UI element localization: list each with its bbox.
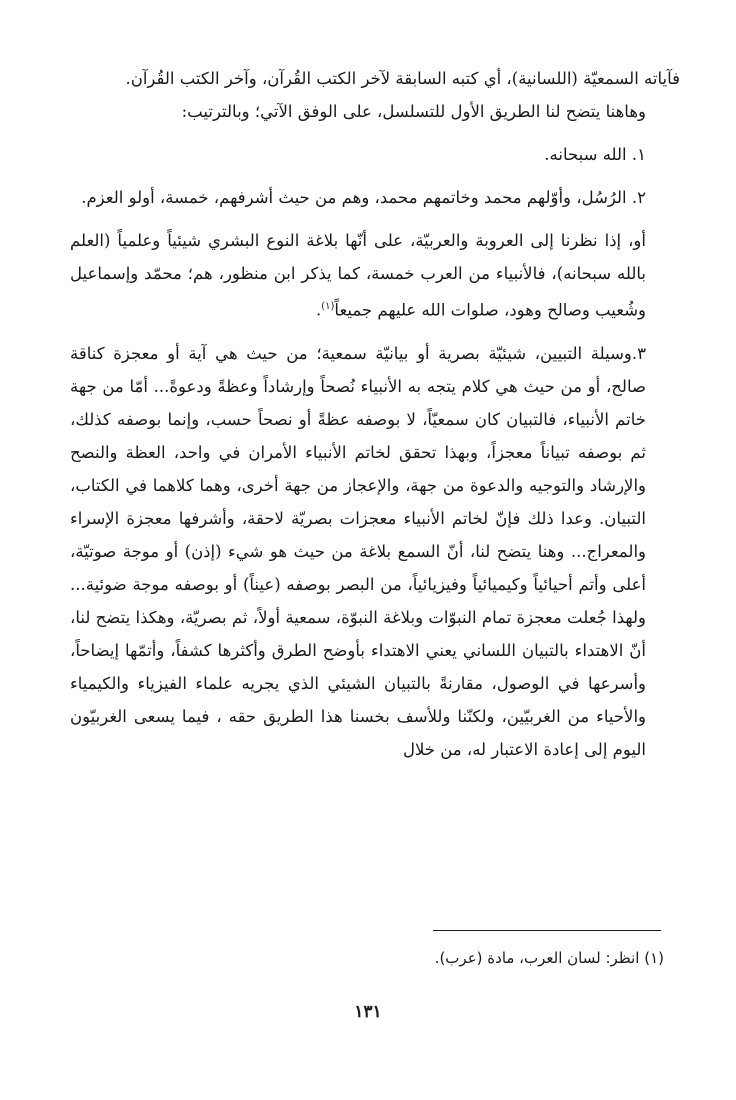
footnote-divider: [433, 930, 661, 931]
paragraph-2: وهاهنا يتضح لنا الطريق الأول للتسلسل، على الوفق الآتي؛ وبالترتيب:: [181, 102, 646, 121]
paragraph-4: ٣.وسيلة التبيين، شيئيّة بصرية أو بيانيّة سمعية؛ من حيث هي آية أو معجزة كناقة صالح، أو من حيث هي كلام يتجه به الأنبياء نُصحاً وإرشاداً وعظةً ودعوةً... أمّا من جهة خاتم الأنبياء، فالتبيان كان سمعيّاً، لا بوصفه عظةً أو نصحاً حسب، وإنما بوصفه كذلك، ثم بوصفه تبياناً معجزاً، وبهذا تحقق لخاتم الأنبياء الأمران في واحد، العظة والنصح والإرشاد والتوجيه والدعوة من جهة، والإعجاز من جهة أخرى، وهما كلاهما في الكتاب، التبيان. وعدا ذلك فإنّ لخاتم الأنبياء معجزات بصريّة لاحقة، وأشرفها معجزة الإسراء والمعراج... وهنا يتضح لنا، أنّ السمع بلاغة من حيث هو شيء (إذن) أو موجة صوتيّة، أعلى وأتم أحيائياً وكيميائياً وفيزيائياً، من البصر بوصفه (عيناً) أو بوصفه موجة ضوئية... ولهذا جُعلت معجزة تمام النبوّات وبلاغة النبوّة، سمعية أولاً، ثم بصريّة، وهكذا يتضح لنا، أنّ الاهتداء بالتبيان اللساني يعني الاهتداء بأوضح الطرق وأكثرها كشفاً، وأتمّها إيضاحاً، وأسرعها في الوصول، مقارنةً بالتبيان الشيئي الذي يجريه علماء الفيزياء والكيمياء والأحياء من الغربيّين، ولكنّنا وللأسف بخسنا هذا الطريق حقه ، فيما يسعى الغربيّون اليوم إلى إعادة الاعتبار له، من خلال: [70, 343, 646, 759]
footnote-reference: (١): [321, 301, 335, 312]
footnote: (١) انظر: لسان العرب، مادة (عرب).: [434, 949, 664, 967]
paragraph-3-text: أو، إذا نظرنا إلى العروبة والعربيّة، على أنّها بلاغة النوع البشري شيئياً وعلمياً (العلم بالله سبحانه)، فالأنبياء من العرب خمسة، كما يذكر ابن منظور، هم؛ محمّد وإسماعيل وشُعيب وصالح وهود، صلوات الله عليهم جميعاً: [70, 231, 646, 320]
body-text: [70, 62, 680, 766]
list-item-1: ١. الله سبحانه.: [544, 145, 646, 164]
paragraph-1: فآياته السمعيّة (اللسانية)، أي كتبه السابقة لآخر الكتب القُرآن، وآخر الكتب القُرآن.: [125, 69, 680, 88]
list-item-2: ٢. الرُسُل، وأوّلهم محمد وخاتمهم محمد، وهم من حيث أشرفهم، خمسة، أولو العزم.: [81, 188, 646, 207]
paragraph-3: أو، إذا نظرنا إلى العروبة والعربيّة، على أنّها بلاغة النوع البشري شيئياً وعلمياً (العلم بالله سبحانه)، فالأنبياء من العرب خمسة، كما يذكر ابن منظور، هم؛ محمّد وإسماعيل وشُعيب وصالح وهود، صلوات الله عليهم جميعاً$^{(١)}$.: [70, 231, 646, 320]
page-number: ١٣١: [354, 1002, 382, 1022]
